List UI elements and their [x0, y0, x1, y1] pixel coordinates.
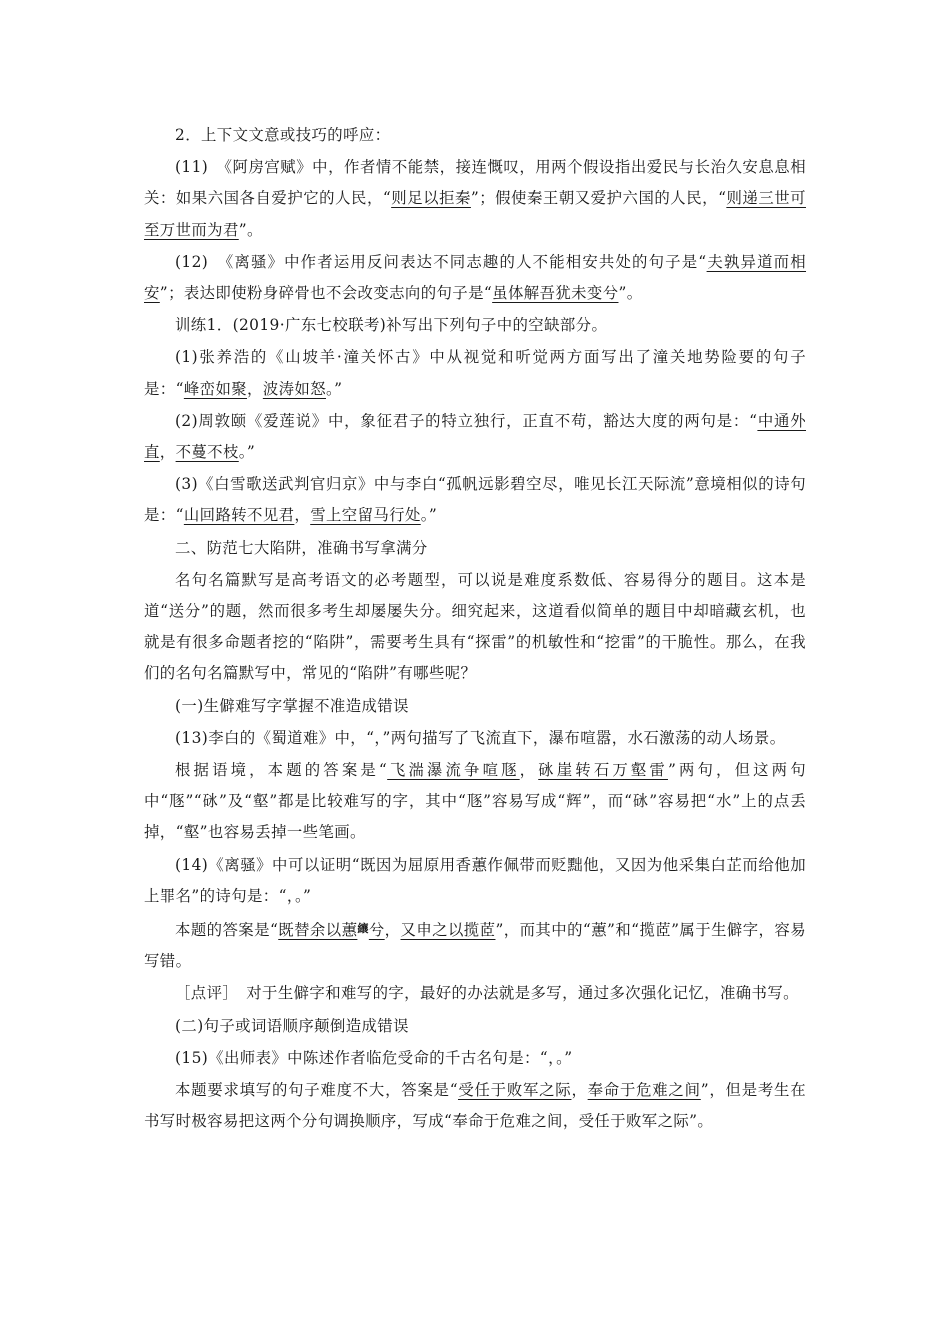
answer-text: 受任于败军之际 — [457, 1081, 572, 1100]
answer-text: 既替余以蕙 — [278, 921, 358, 940]
body-text: 根据语境，本题的答案是“ — [175, 761, 388, 780]
paragraph — [144, 247, 806, 309]
body-text: ［点评］ 对于生僻字和难写的字，最好的办法就是多写，通过多次强化记忆，准确书写。 — [175, 984, 799, 1003]
body-text: (13)李白的《蜀道难》中，“，”两句描写了飞流直下，瀑布喧嚣，水石激荡的动人场景。 — [175, 728, 786, 747]
body-text: 。” — [238, 443, 256, 462]
body-text: ”，而其中的“蕙”和“揽茝”属于生僻字，容易写错。 — [144, 921, 806, 971]
body-text: (1)张养浩的《山坡羊·潼关怀古》中从视觉和听觉两方面写出了潼关地势险要的句子是：“ — [144, 348, 806, 398]
body-text: 二、防范七大陷阱，准确书写拿满分 — [175, 538, 428, 557]
body-text: (12) 《离骚》中作者运用反问表达不同志趣的人不能相安共处的句子是“ — [175, 252, 707, 271]
paragraph — [144, 850, 806, 912]
paragraph — [144, 723, 806, 754]
body-text: 。” — [326, 379, 343, 398]
answer-text: 波涛如怒 — [262, 379, 326, 398]
answer-text: 不蔓不枝 — [175, 443, 239, 462]
body-text: ， — [571, 1081, 588, 1100]
answer-text: 奉命于危难之间 — [587, 1081, 701, 1100]
answer-text: 山回路转不见君 — [183, 506, 295, 525]
inline-glyph: 纕 — [357, 922, 369, 936]
body-text: ”；假使秦王朝又爱护六国的人民，“ — [470, 189, 727, 208]
paragraph — [144, 1075, 806, 1137]
body-text: (15)《出师表》中陈述作者临危受命的千古名句是：“，。” — [175, 1048, 573, 1067]
paragraph — [144, 1011, 806, 1042]
answer-text: 夫孰异道而相安 — [144, 252, 807, 303]
body-text: ”，但是考生在书写时极容易把这两个分句调换顺序，写成“奉命于危难之间，受任于败军之际”。 — [144, 1081, 806, 1131]
paragraph — [144, 342, 806, 404]
answer-text: 则足以拒秦 — [391, 189, 471, 208]
answer-text: 中通外直 — [144, 411, 806, 462]
body-text: 本题要求填写的句子难度不大，答案是“ — [175, 1081, 458, 1100]
body-text: 名句名篇默写是高考语文的必考题型，可以说是难度系数低、容易得分的题目。这本是道“送分”的题，然而很多考生却屡屡失分。细究起来，这道看似简单的题目中却暗藏玄机，也就是有很多命题者挖的“陷阱”，需要考生具有“探雷”的机敏性和“挖雷”的干脆性。那么，在我们的名句名篇默写中，常见的“陷阱”有哪些呢？ — [144, 570, 806, 683]
paragraph — [144, 120, 806, 151]
answer-text: 峰峦如聚 — [183, 379, 248, 398]
body-text: ， — [159, 443, 176, 462]
answer-text: 又申之以揽茝 — [400, 921, 496, 940]
paragraph — [144, 406, 806, 468]
answer-text: 雪上空留马行处 — [310, 506, 421, 525]
paragraph — [144, 565, 806, 690]
body-text: 本题的答案是“ — [175, 921, 279, 940]
body-text: (3)《白雪歌送武判官归京》中与李白“孤帆远影碧空尽，唯见长江天际流”意境相似的诗句是：“ — [144, 475, 806, 525]
answer-text: 飞湍瀑流争喧豗 — [387, 761, 520, 780]
body-text: ”两句，但这两句中“豗”“砯”及“壑”都是比较难写的字，其中“豗”容易写成“辉”，而“砯”容易把“水”上的点丢掉，“壑”也容易丢掉一些笔画。 — [144, 761, 806, 842]
body-text: 。” — [420, 506, 438, 525]
body-text: (一)生僻难写字掌握不准造成错误 — [175, 696, 409, 715]
body-text: 训练1．(2019·广东七校联考)补写出下列句子中的空缺部分。 — [175, 316, 608, 335]
document-page — [144, 120, 806, 1138]
body-text: ， — [519, 761, 539, 780]
paragraph — [144, 755, 806, 849]
body-text: (14)《离骚》中可以证明“既因为屈原用香蕙作佩带而贬黜他，又因为他采集白芷而给他加上罪名”的诗句是：“，。” — [144, 855, 806, 905]
answer-text: 砯崖转石万壑雷 — [538, 761, 668, 780]
body-text: 2．上下文文意或技巧的呼应： — [175, 126, 391, 144]
body-text: (11) 《阿房宫赋》中，作者情不能禁，接连慨叹，用两个假设指出爱民与长治久安息息相关：如果六国各自爱护它的人民，“ — [144, 158, 806, 208]
body-text: ， — [384, 921, 401, 940]
paragraph — [144, 1043, 806, 1074]
body-text: ， — [294, 506, 311, 525]
paragraph — [144, 978, 806, 1009]
body-text: (二)句子或词语顺序颠倒造成错误 — [175, 1016, 409, 1035]
paragraph — [144, 469, 806, 531]
paragraph — [144, 533, 806, 564]
body-text: (2)周敦颐《爱莲说》中，象征君子的特立独行，正直不苟，豁达大度的两句是：“ — [175, 411, 758, 430]
body-text: ”；表达即使粉身碎骨也不会改变志向的句子是“ — [159, 284, 493, 303]
paragraph — [144, 310, 806, 341]
body-text: ， — [247, 379, 263, 398]
answer-text: 则递三世可至万世而为君 — [144, 189, 806, 239]
body-text: ”。 — [238, 220, 263, 239]
paragraph — [144, 152, 806, 246]
paragraph — [144, 691, 806, 722]
answer-text: 兮 — [368, 921, 385, 940]
answer-text: 虽体解吾犹未变兮 — [492, 284, 619, 303]
paragraph — [144, 913, 806, 977]
body-text: ”。 — [618, 284, 643, 303]
